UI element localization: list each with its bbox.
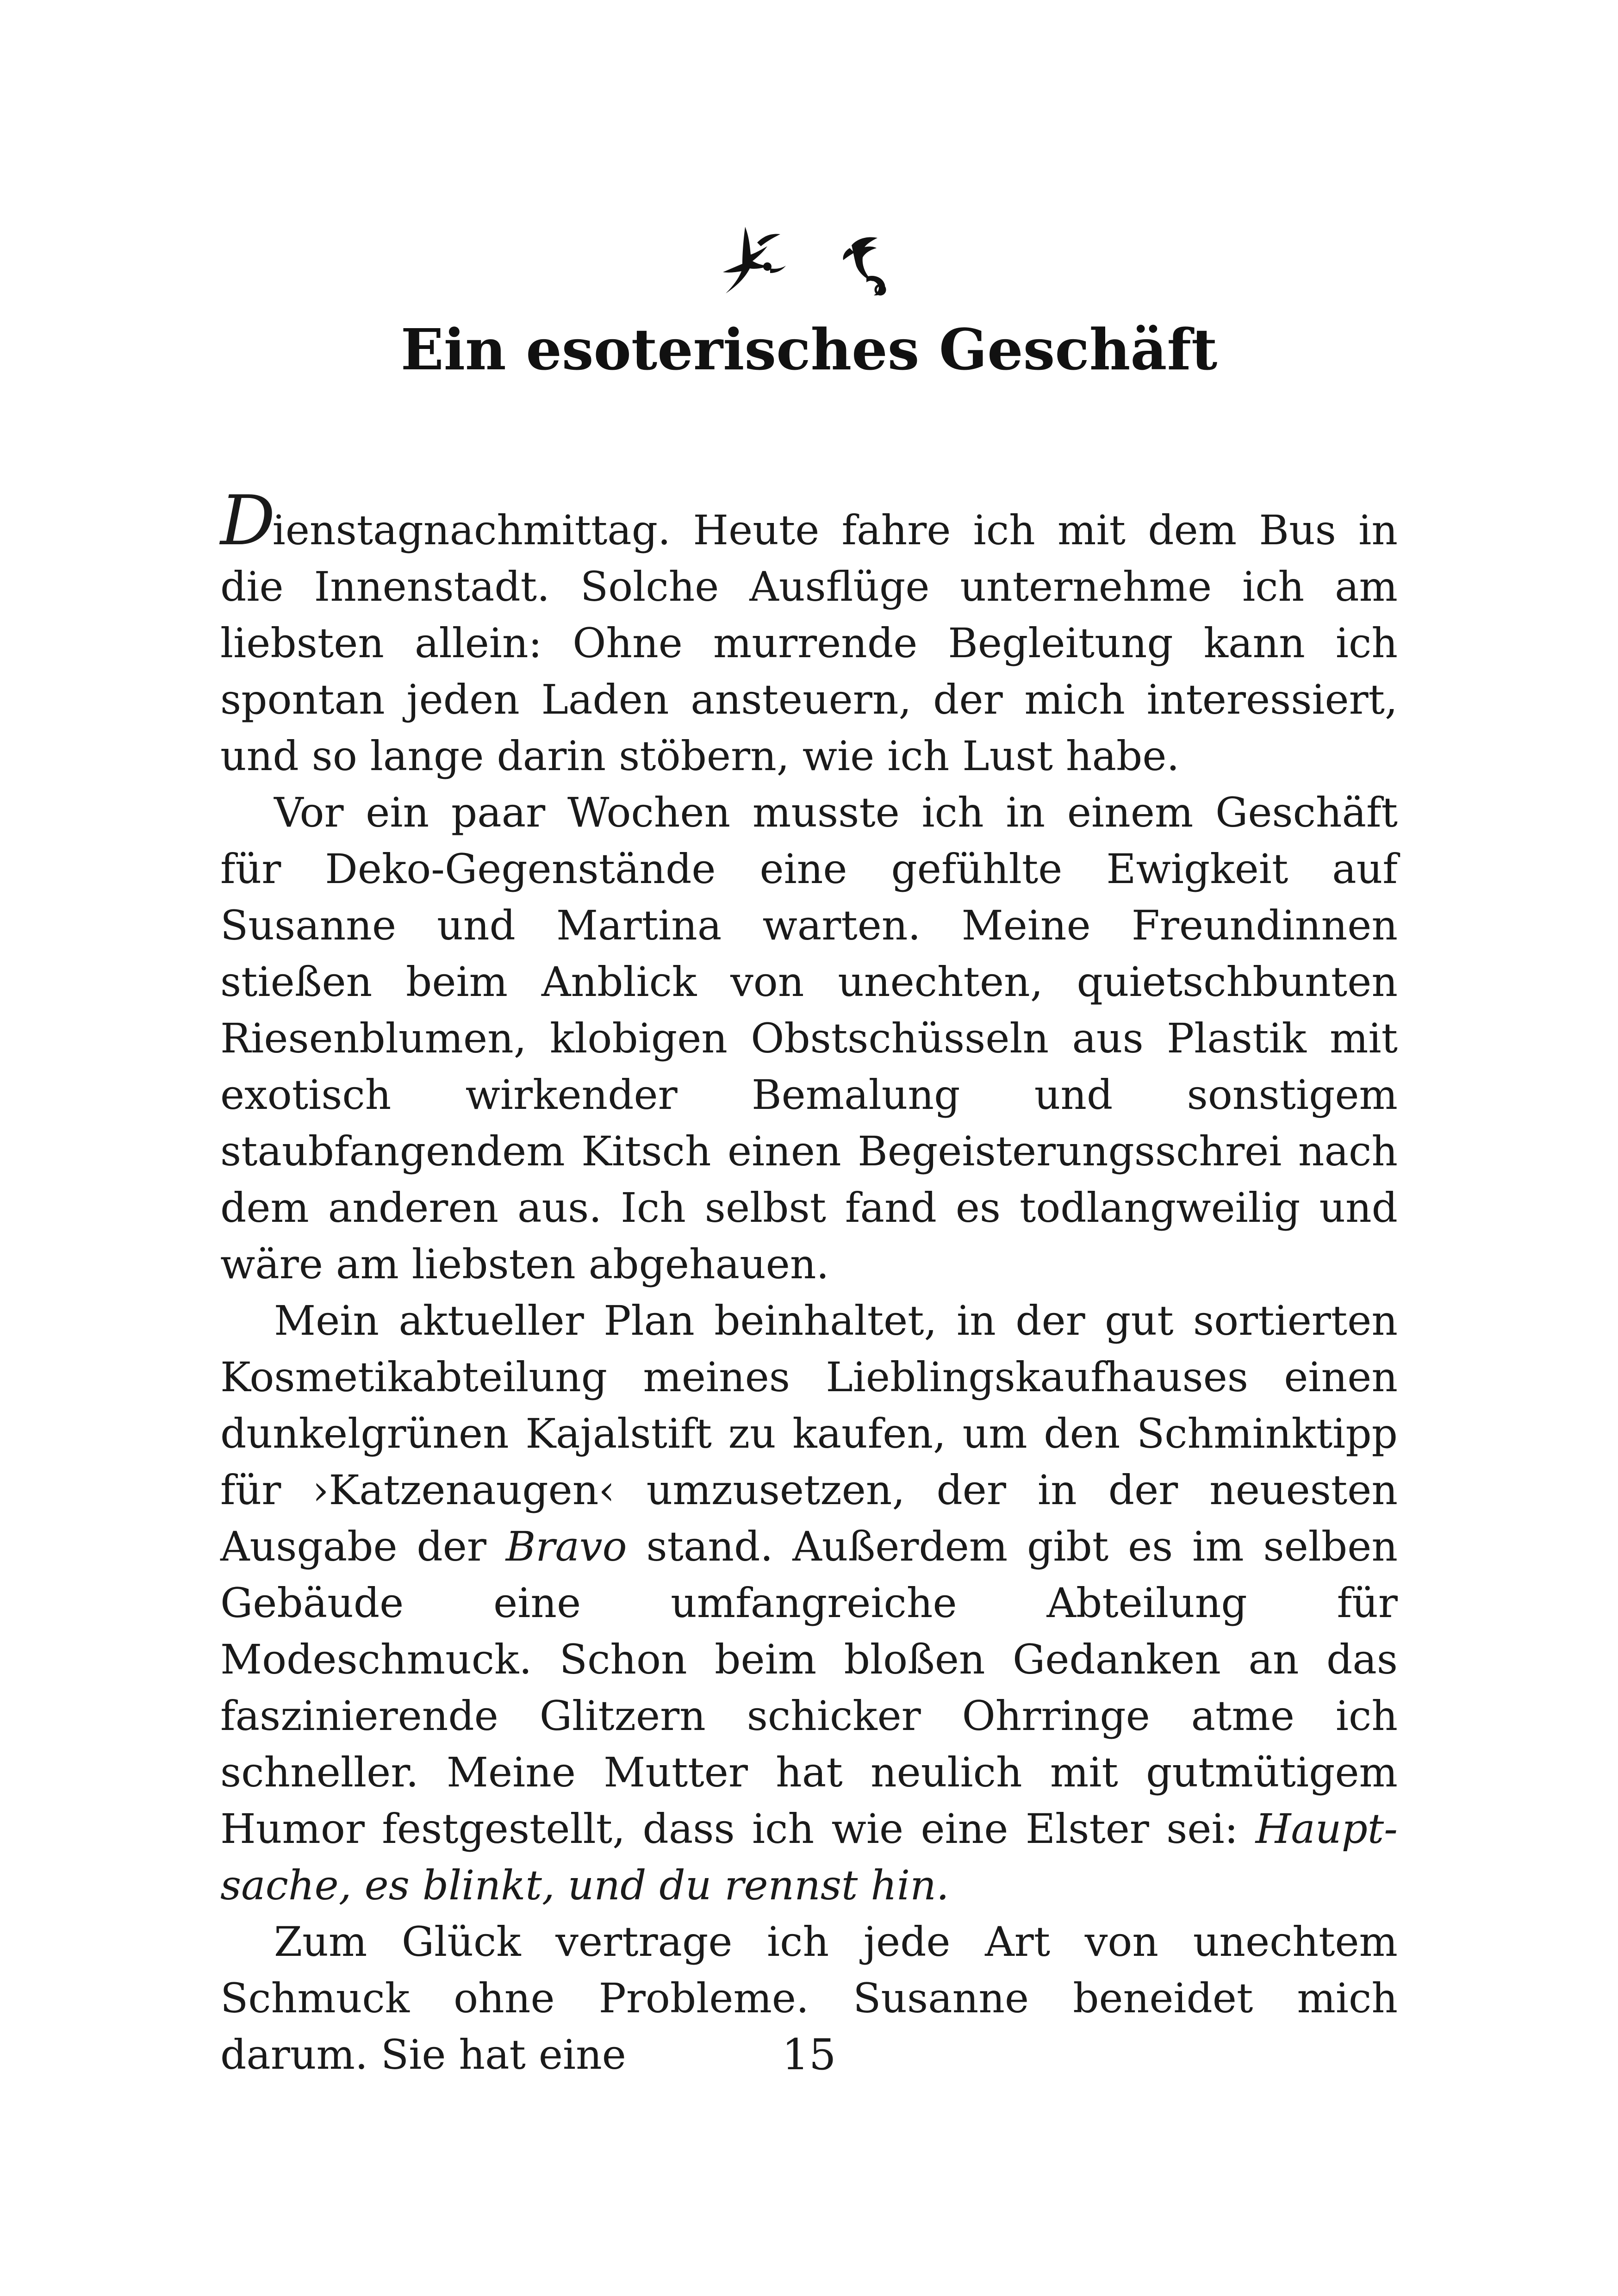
dragon-icon <box>843 237 885 296</box>
mother-quote: Hauptsache, es blinkt, und du rennst hin. <box>220 1805 1398 1909</box>
chapter-title: Ein esoterisches Geschäft <box>400 316 1218 383</box>
paragraph-2: Vor ein paar Wochen musste ich in einem Geschäft für Deko-Gegenstände eine gefühlte Ewigkeit auf Susanne und Martina warten. Meine Freundinnen stießen beim Anblick von unechten, quietschbunten Riesenblumen, klobigen Obstschüsseln aus Plastik mit exotisch wirkender Bemalung und sonstigem staubfangendem Kitsch einen Begeisterungsschrei nach dem anderen aus. Ich selbst fand es todlangweilig und wäre am liebsten abgehauen. <box>220 789 1398 1288</box>
paragraph-4: Zum Glück vertrage ich jede Art von unechtem Schmuck ohne Probleme. Susanne beneidet mich darum. Sie hat eine <box>220 1918 1398 2078</box>
body-text <box>220 481 1398 2083</box>
fairy-icon <box>723 227 786 293</box>
flying-fairy-and-dragon-ornament-icon <box>713 218 907 310</box>
paragraph-1 <box>220 481 1398 784</box>
drop-cap: D <box>220 481 273 560</box>
magazine-title: Bravo <box>505 1523 627 1570</box>
page-number: 15 <box>782 2030 836 2079</box>
paragraph-3-text-a: Mein aktueller Plan beinhaltet, in der gut sortierten Kosmetikabteilung meines Lieblingskaufhauses einen dunkelgrünen Kajalstift zu kaufen, um den Schminktipp für ›Katzenaugen‹ umzusetzen, der in der neuesten Ausgabe der <box>220 1297 1398 1570</box>
paragraph-3 <box>220 1293 1398 1914</box>
paragraph-1-text: ienstagnachmittag. Heute fahre ich mit dem Bus in die Innenstadt. Solche Ausflüge unternehme ich am liebsten allein: Ohne murrende Begleitung kann ich spontan jeden Laden ansteuern, der mich interessiert, und so lange darin stöbern, wie ich Lust habe. <box>220 506 1398 780</box>
paragraph-3-text-b: stand. Außerdem gibt es im selben Gebäude eine umfangreiche Abteilung für Modeschmuck. Schon beim bloßen Gedanken an das faszinierende Glitzern schicker Ohrringe atme ich schneller. Meine Mutter hat neulich mit gutmütigem Humor festgestellt, dass ich wie eine Elster sei: <box>220 1523 1398 1853</box>
